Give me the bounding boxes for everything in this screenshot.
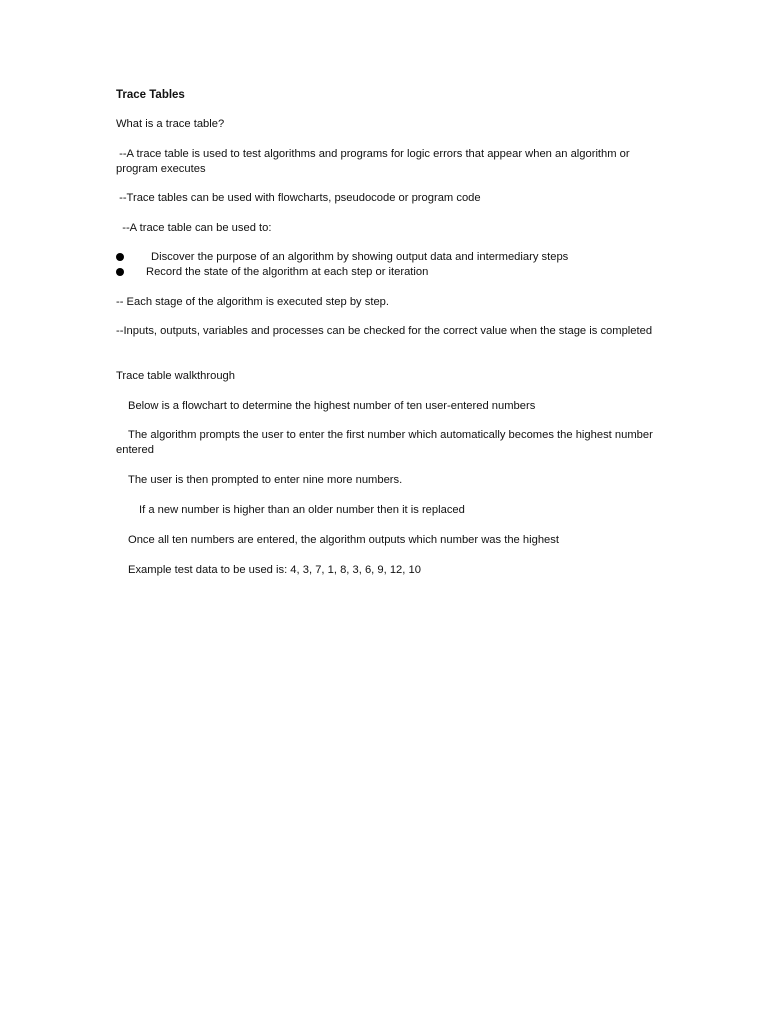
replaced-paragraph: If a new number is higher than an older number then it is replaced (139, 504, 465, 516)
definition-paragraph: --A trace table is used to test algorithms and programs for logic errors that appear when an algorithm or program executes (116, 148, 633, 175)
walkthrough-heading: Trace table walkthrough (116, 370, 235, 382)
bullet-icon (116, 268, 124, 276)
inputs-outputs-paragraph: --Inputs, outputs, variables and processes can be checked for the correct value when the stage is completed (116, 325, 653, 337)
first-number-paragraph: The algorithm prompts the user to enter the first number which automatically becomes the highest number entered (116, 429, 653, 456)
document-title: Trace Tables (116, 89, 185, 101)
bullet-item-record: Record the state of the algorithm at each step or iteration (146, 266, 429, 278)
bullet-item-discover: Discover the purpose of an algorithm by showing output data and intermediary steps (151, 251, 569, 263)
nine-more-paragraph: The user is then prompted to enter nine more numbers. (128, 474, 403, 486)
flowchart-intro-paragraph: Below is a flowchart to determine the highest number of ten user-entered numbers (128, 400, 536, 412)
test-data-paragraph: Example test data to be used is: 4, 3, 7, 1, 8, 3, 6, 9, 12, 10 (128, 564, 421, 576)
usage-paragraph: --Trace tables can be used with flowcharts, pseudocode or program code (116, 192, 481, 204)
output-paragraph: Once all ten numbers are entered, the algorithm outputs which number was the highest (128, 534, 559, 546)
each-stage-paragraph: -- Each stage of the algorithm is executed step by step. (116, 296, 389, 308)
question-heading: What is a trace table? (116, 118, 225, 130)
uses-intro: --A trace table can be used to: (116, 222, 272, 234)
bullet-icon (116, 253, 124, 261)
